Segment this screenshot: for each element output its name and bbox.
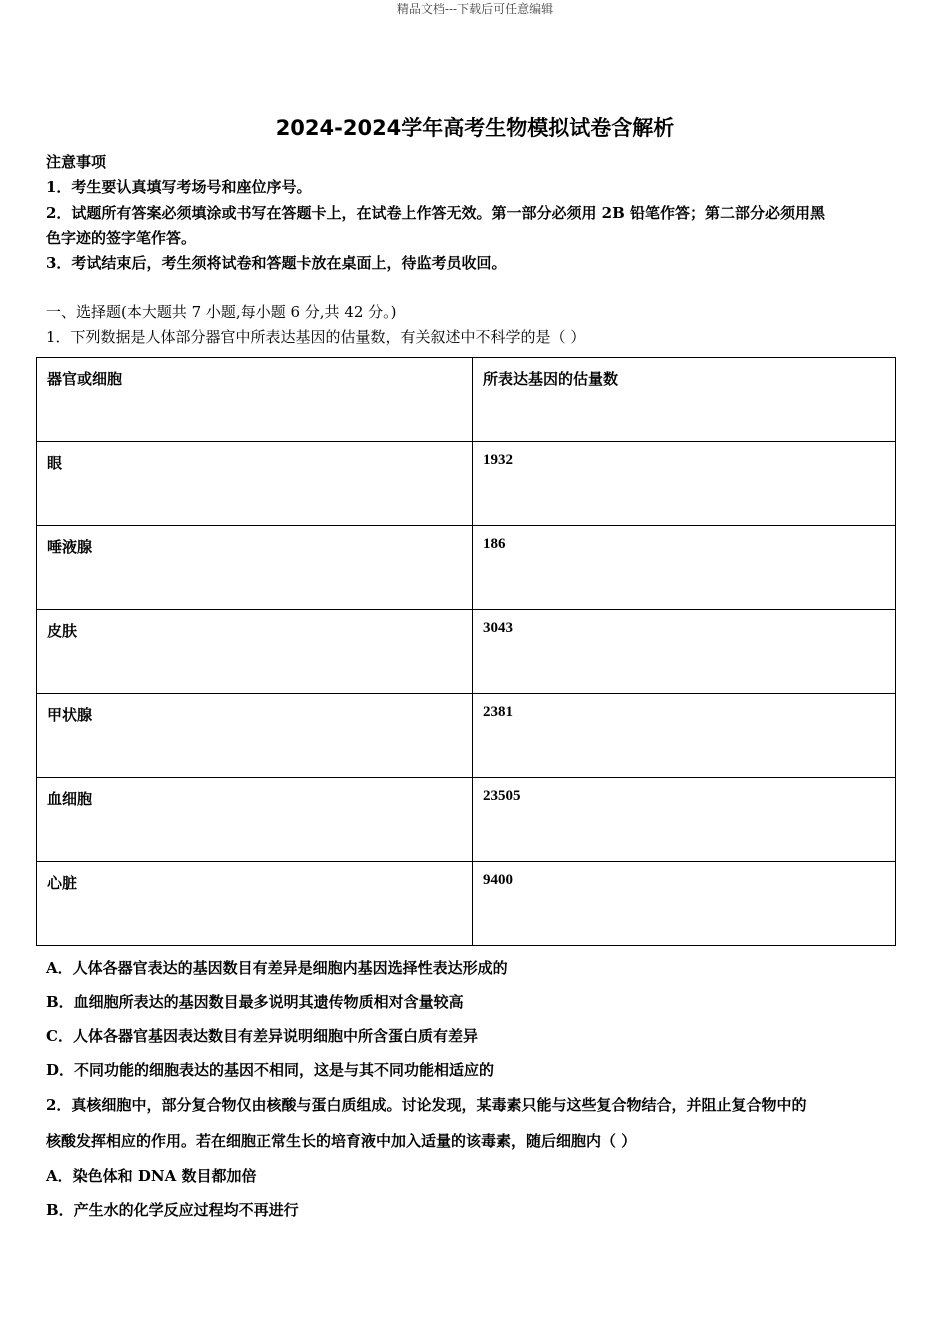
notice-heading: 注意事项 xyxy=(46,153,107,171)
table-cell-count: 2381 xyxy=(473,694,896,778)
question-2-stem-line-1: 2．真核细胞中，部分复合物仅由核酸与蛋白质组成。讨论发现，某毒素只能与这些复合物结合，并阻止复合物中的 xyxy=(46,1096,807,1114)
table-row xyxy=(37,442,896,526)
notice-item-3: 3．考试结束后，考生须将试卷和答题卡放在桌面上，待监考员收回。 xyxy=(46,254,507,272)
table-row xyxy=(37,694,896,778)
question-1-stem: 1．下列数据是人体部分器官中所表达基因的估量数，有关叙述中不科学的是（ ） xyxy=(46,328,586,346)
table-cell-count: 9400 xyxy=(473,862,896,946)
table-row xyxy=(37,862,896,946)
question-2-option-a: A．染色体和 DNA 数目都加倍 xyxy=(46,1167,257,1185)
question-1-option-c: C．人体各器官基因表达数目有差异说明细胞中所含蛋白质有差异 xyxy=(46,1027,478,1045)
table-header-cell: 器官或细胞 xyxy=(37,358,473,442)
question-1-option-b: B．血细胞所表达的基因数目最多说明其遗传物质相对含量较高 xyxy=(46,993,464,1011)
notice-item-2: 2．试题所有答案必须填涂或书写在答题卡上，在试卷上作答无效。第一部分必须用 2B 铅笔作答；第二部分必须用黑 xyxy=(46,204,826,222)
table-header-cell: 所表达基因的估量数 xyxy=(473,358,896,442)
table-cell-count: 23505 xyxy=(473,778,896,862)
table-cell-organ: 眼 xyxy=(37,442,473,526)
question-1-option-d: D．不同功能的细胞表达的基因不相同，这是与其不同功能相适应的 xyxy=(46,1061,495,1079)
notice-item-1: 1．考生要认真填写考场号和座位序号。 xyxy=(46,178,312,196)
table-cell-organ: 唾液腺 xyxy=(37,526,473,610)
table-row xyxy=(37,610,896,694)
question-2-option-b: B．产生水的化学反应过程均不再进行 xyxy=(46,1201,299,1219)
gene-expression-table xyxy=(36,357,896,946)
question-2-stem-line-2: 核酸发挥相应的作用。若在细胞正常生长的培育液中加入适量的该毒素，随后细胞内（ ） xyxy=(46,1132,637,1150)
table-cell-organ: 甲状腺 xyxy=(37,694,473,778)
table-cell-organ: 血细胞 xyxy=(37,778,473,862)
table-cell-count: 3043 xyxy=(473,610,896,694)
table-row xyxy=(37,778,896,862)
table-cell-count: 1932 xyxy=(473,442,896,526)
header-note: 精品文档---下载后可任意编辑 xyxy=(396,2,554,16)
page-title: 2024-2024学年高考生物模拟试卷含解析 xyxy=(275,116,675,140)
table-cell-count: 186 xyxy=(473,526,896,610)
table-cell-organ: 皮肤 xyxy=(37,610,473,694)
question-1-option-a: A．人体各器官表达的基因数目有差异是细胞内基因选择性表达形成的 xyxy=(46,959,508,977)
table-cell-organ: 心脏 xyxy=(37,862,473,946)
notice-item-2-cont: 色字迹的签字笔作答。 xyxy=(46,229,197,247)
table-header-row xyxy=(37,358,896,442)
section-heading: 一、选择题(本大题共 7 小题,每小题 6 分,共 42 分。) xyxy=(46,303,397,321)
table-row xyxy=(37,526,896,610)
